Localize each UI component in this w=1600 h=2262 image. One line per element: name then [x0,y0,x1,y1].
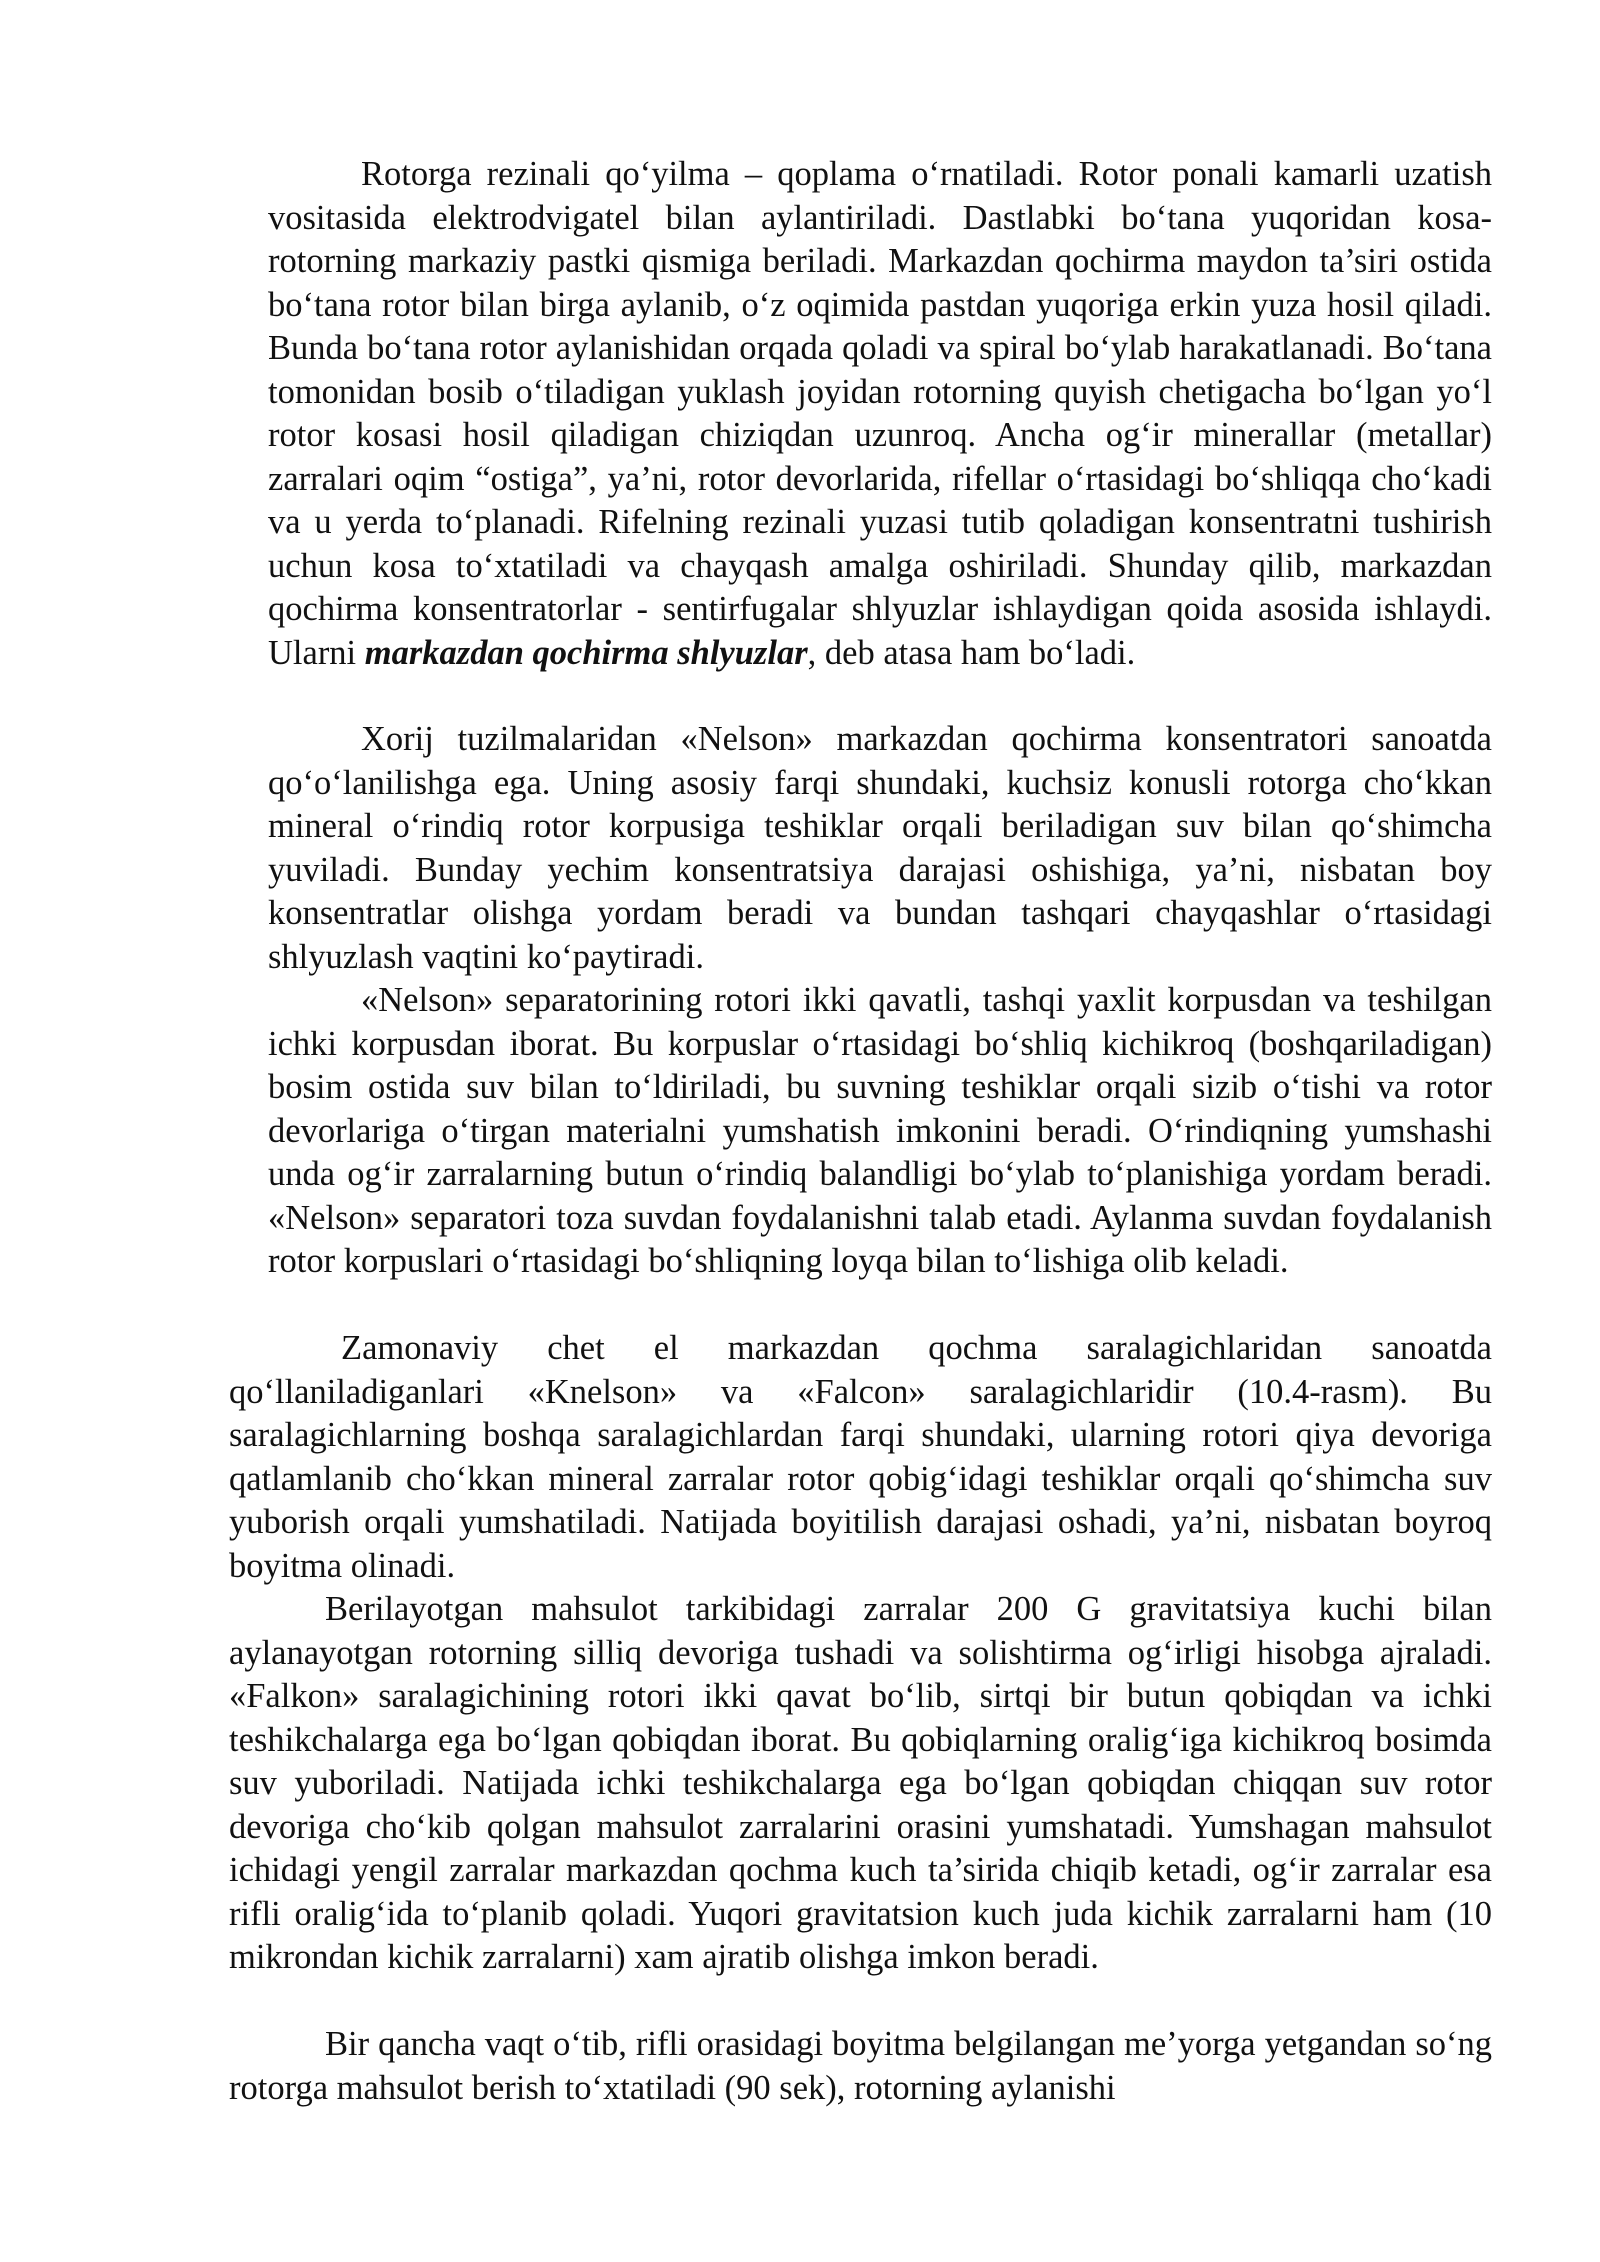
paragraph-6: Bir qancha vaqt o‘tib, rifli orasidagi boyitma belgilangan me’yorga yetgandan so‘ng rotorga mahsulot berish to‘xtatiladi (90 sek), rotorning aylanishi [229,2025,1492,2107]
paragraph-1-end: , deb atasa ham bo‘ladi. [807,633,1136,672]
paragraph-2: Xorij tuzilmalaridan «Nelson» markazdan qochirma konsentratori sanoatda qo‘o‘lanilishga ega. Uning asosiy farqi shundaki, kuchsiz konusli rotorga cho‘kkan mineral o‘rindiq rotor korpusiga teshiklar orqali beriladigan suv bilan qo‘shimcha yuviladi. Bunday yechim konsentratsiya darajasi oshishiga, ya’ni, nisbatan boy konsentratlar olishga yordam beradi va bundan tashqari chayqashlar o‘rtasidagi shlyuzlash vaqtini ko‘paytiradi. [268,720,1492,976]
paragraph-1 [268,153,1492,675]
paragraph-1-text: Rotorga rezinali qo‘yilma – qoplama o‘rnatiladi. Rotor ponali kamarli uzatish vositasida elektrodvigatel bilan aylantiriladi. Dastlabki bo‘tana yuqoridan kosa-rotorning markaziy pastki qismiga beriladi. Markazdan qochirma maydon ta’siri ostida bo‘tana rotor bilan birga aylanib, o‘z oqimida pastdan yuqoriga erkin yuza hosil qiladi. Bunda bo‘tana rotor aylanishidan orqada qoladi va spiral bo‘ylab harakatlanadi. Bo‘tana tomonidan bosib o‘tiladigan yuklash joyidan rotorning quyish chetigacha bo‘lgan yo‘l rotor kosasi hosil qiladigan chiziqdan uzunroq. Ancha og‘ir minerallar (metallar) zarralari oqim “ostiga”, ya’ni, rotor devorlarida, rifellar o‘rtasidagi bo‘shliqqa cho‘kadi va u yerda to‘planadi. Rifelning rezinali yuzasi tutib qoladigan konsentratni tushirish uchun kosa to‘xtatiladi va chayqash amalga oshiriladi. Shunday qilib, markazdan qochirma konsentratorlar - sentirfugalar shlyuzlar ishlaydigan qoida asosida ishlaydi. Ularni [268,155,1492,672]
paragraph-3: «Nelson» separatorining rotori ikki qavatli, tashqi yaxlit korpusdan va teshilgan ichki korpusdan iborat. Bu korpuslar o‘rtasidagi bo‘shliq kichikroq (boshqariladigan) bosim ostida suv bilan to‘ldiriladi, bu suvning teshiklar orqali sizib o‘tishi va rotor devorlariga o‘tirgan materialni yumshatish imkonini beradi. O‘rindiqning yumshashi unda og‘ir zarralarning butun o‘rindiq balandligi bo‘ylab to‘planishiga yordam beradi. «Nelson» separatori toza suvdan foydalanishni talab etadi. Aylanma suvdan foydalanish rotor korpuslari o‘rtasidagi bo‘shliqning loyqa bilan to‘lishiga olib keladi. [268,981,1492,1280]
paragraph-5: Berilayotgan mahsulot tarkibidagi zarralar 200 G gravitatsiya kuchi bilan aylanayotgan rotorning silliq devoriga tushadi va solishtirma og‘irligi hisobga ajraladi. «Falkon» saralagichining rotori ikki qavat bo‘lib, sirtqi bir butun qobiqdan va ichki teshikchalarga ega bo‘lgan qobiqdan iborat. Bu qobiqlarning oralig‘iga kichikroq bosimda suv yuboriladi. Natijada ichki teshikchalarga ega bo‘lgan qobiqdan chiqqan suv rotor devoriga cho‘kib qolgan mahsulot zarralarini orasini yumshatadi. Yumshagan mahsulot ichidagi yengil zarralar markazdan qochma kuch ta’sirida chiqib ketadi, og‘ir zarralar esa rifli oralig‘ida to‘planib qoladi. Yuqori gravitatsion kuch juda kichik zarralarni ham (10 mikrondan kichik zarralarni) xam ajratib olishga imkon beradi. [229,1590,1492,1976]
emphasis-term: markazdan qochirma shlyuzlar [364,633,808,672]
paragraph-4: Zamonaviy chet el markazdan qochma saralagichlaridan sanoatda qo‘llaniladiganlari «Knelson» va «Falcon» saralagichlaridir (10.4-rasm). Bu saralagichlarning boshqa saralagichlardan farqi shundaki, ularning rotori qiya devoriga qatlamlanib cho‘kkan mineral zarralar rotor qobig‘idagi teshiklar orqali qo‘shimcha suv yuborish orqali yumshatiladi. Natijada boyitilish darajasi oshadi, ya’ni, nisbatan boyroq boyitma olinadi. [229,1329,1492,1585]
